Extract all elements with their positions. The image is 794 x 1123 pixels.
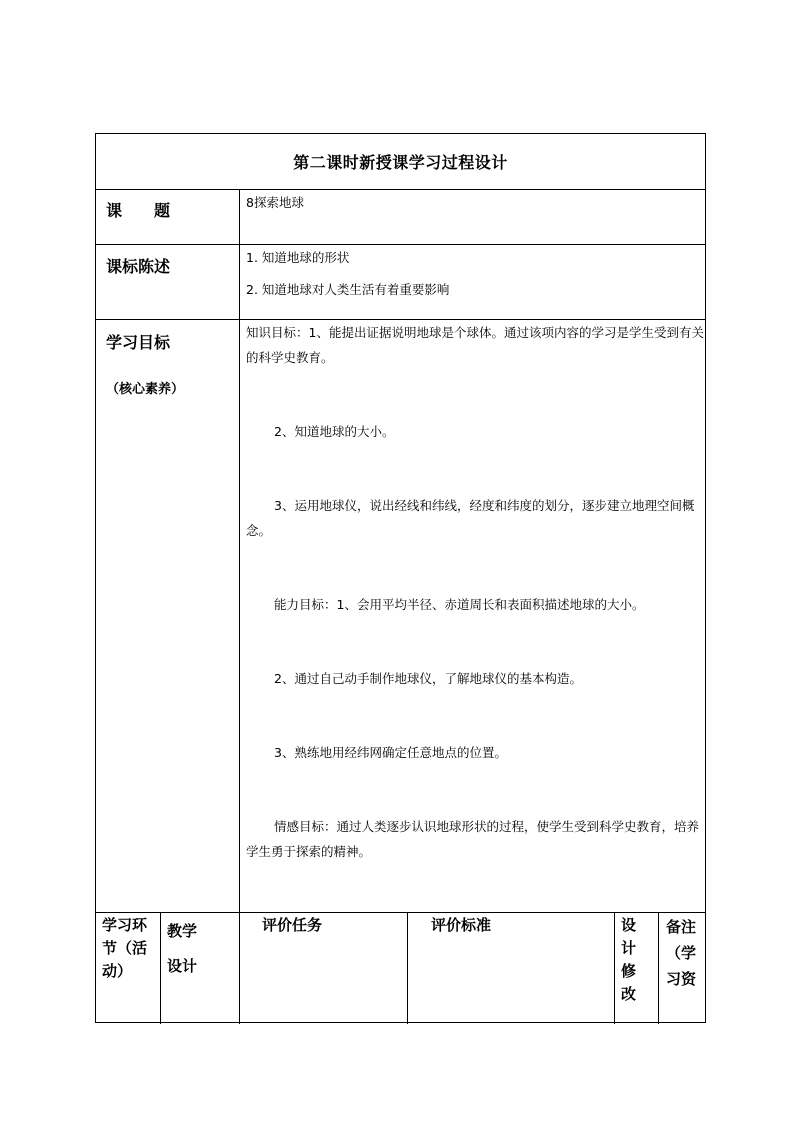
column-divider (407, 912, 408, 1024)
goal-paragraph: 3、运用地球仪，说出经线和纬线，经度和纬度的划分，逐步建立地理空间概念。 (246, 498, 695, 538)
column-header-revision: 设计修改 (621, 916, 637, 1003)
standard-item: 2. 知道地球对人类生活有着重要影响 (246, 282, 450, 297)
goal-paragraph: 3、熟练地用经纬网确定任意地点的位置。 (274, 745, 507, 760)
column-divider (160, 912, 161, 1024)
column-header-criteria: 评价标准 (431, 916, 492, 934)
goals-sub-label: （核心素养） (106, 382, 185, 397)
topic-label: 课 题 (106, 201, 171, 220)
topic-value: 8探索地球 (246, 195, 304, 210)
standard-item: 1. 知道地球的形状 (246, 250, 350, 265)
goal-paragraph: 能力目标：1、会用平均半径、赤道周长和表面积描述地球的大小。 (274, 597, 645, 612)
goal-paragraph: 情感目标：通过人类逐步认识地球形状的过程，使学生受到科学史教育，培养学生勇于探索的精神。 (246, 819, 700, 859)
column-header-notes: 备注（学习资 (666, 918, 697, 988)
lesson-design-table (95, 133, 706, 1023)
goal-paragraph: 2、知道地球的大小。 (274, 424, 395, 439)
table-title: 第二课时新授课学习过程设计 (293, 153, 508, 172)
column-divider (239, 912, 240, 1024)
column-header-design: 教学设计 (167, 922, 198, 975)
standard-label: 课标陈述 (106, 257, 171, 276)
label-column-divider (239, 189, 240, 912)
column-header-stage: 学习环节（活动） (102, 916, 148, 980)
column-header-task: 评价任务 (262, 916, 323, 934)
goals-label: 学习目标 (106, 333, 171, 352)
goal-paragraph: 2、通过自己动手制作地球仪，了解地球仪的基本构造。 (274, 671, 582, 686)
goals-content (246, 320, 704, 864)
goal-paragraph: 知识目标：1、能提出证据说明地球是个球体。通过该项内容的学习是学生受到有关的科学史教育。 (246, 325, 704, 365)
column-divider (614, 912, 615, 1024)
column-divider (658, 912, 659, 1024)
standard-list (246, 244, 701, 302)
